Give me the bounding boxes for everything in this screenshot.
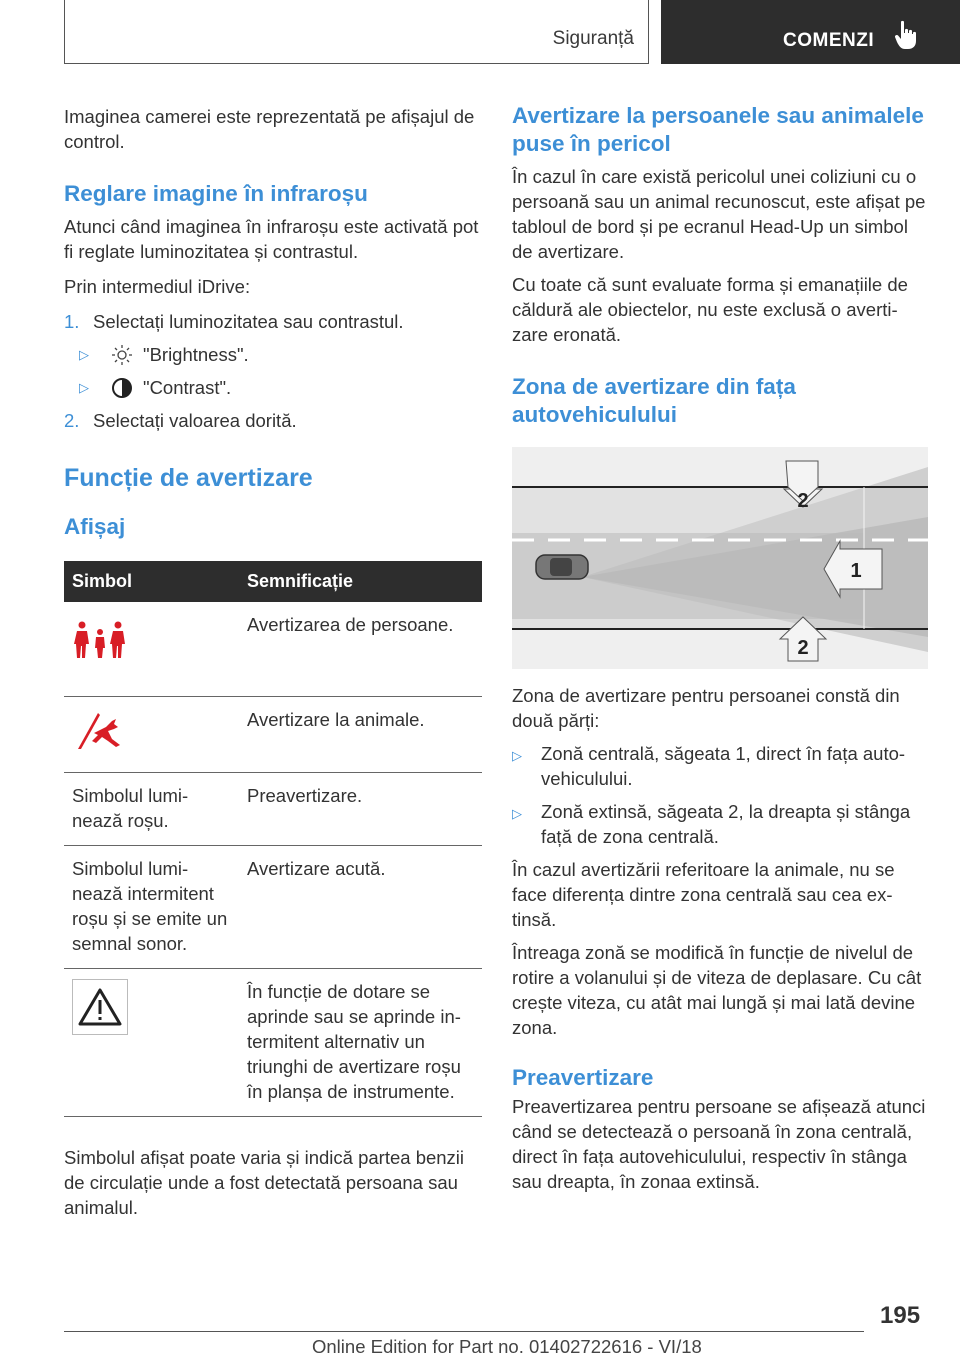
zone-paragraph-3: Întreaga zonă se modifică în funcție de nivelul de rotire a volanului și de viteza de deplasare. Cu cât crește viteza, cu atât mai lungă și mai lată devine zona. — [512, 942, 922, 1038]
warning-zone-figure — [512, 447, 928, 669]
step-1 — [64, 309, 482, 334]
heading-infrared-adjust: Reglare imagine în infraroșu — [64, 181, 368, 206]
bullet-text: Zonă extinsă, săgeata 2, la dreapta și stânga față de zona centrală. — [541, 801, 911, 847]
infrared-paragraph: Atunci când imaginea în infraroșu este activată pot fi reglate luminozitatea și contrastul. — [64, 216, 479, 262]
arrow-label-2-top: 2 — [797, 490, 809, 512]
table-cell-symbol: Simbolul lumi-nează intermitent roșu și se emite un semnal sonor. — [64, 845, 239, 968]
substep-contrast — [64, 375, 482, 400]
heading-warning-zone: Zona de avertizare din fața autovehiculului — [512, 374, 796, 427]
heading-warning-function: Funcție de avertizare — [64, 464, 313, 492]
table-cell-symbol — [64, 696, 239, 772]
heading-persons-danger: Avertizare la persoanele sau animalele puse în pericol — [512, 103, 924, 156]
substep-text: "Brightness". — [143, 344, 249, 365]
table-row — [64, 845, 482, 968]
right-column — [512, 100, 930, 1194]
table-cell-symbol — [64, 968, 239, 1116]
triangle-bullet-icon: ▷ — [79, 380, 89, 395]
triangle-bullet-icon: ▷ — [512, 748, 522, 763]
table-header-symbol: Simbol — [64, 561, 239, 602]
contrast-icon — [111, 377, 133, 399]
warning-zone-diagram — [512, 447, 928, 669]
footer-edition: Online Edition for Part no. 01402722616 - VI/18 — [312, 1336, 702, 1357]
persons-paragraph-1: În cazul în care există pericolul unei coliziuni cu o persoană sau un animal recunoscut, este afișat pe tabloul de bord și pe ecranul Head-Up un simbol de avertizare. — [512, 166, 926, 262]
table-cell-meaning: Preavertizare. — [239, 772, 482, 845]
substep-text: "Contrast". — [143, 377, 232, 398]
triangle-bullet-icon: ▷ — [79, 347, 89, 362]
symbol-table — [64, 561, 482, 1117]
brightness-icon — [111, 344, 133, 366]
table-row — [64, 602, 482, 696]
bullet-item — [512, 799, 930, 849]
zone-paragraph-2: În cazul avertizării referitoare la animale, nu se face diferența dintre zona centrală sau cea ex-tinsă. — [512, 859, 895, 930]
hand-pointer-icon — [895, 20, 917, 50]
persons-paragraph-2: Cu toate că sunt evaluate forma și emanațiile de căldură ale obiectelor, nu este exclusă o averti-zare eronată. — [512, 274, 908, 345]
footer-divider — [64, 1331, 864, 1332]
step-text: Selectați valoarea dorită. — [93, 410, 297, 431]
table-cell-meaning: Avertizarea de persoane. — [239, 602, 482, 696]
table-cell-meaning: În funcție de dotare se aprinde sau se aprinde in-termitent alternativ un triunghi de avertizare roșu în planșa de instrumente. — [239, 968, 482, 1116]
step-number: 1. — [64, 311, 80, 332]
step-2 — [64, 408, 482, 433]
step-number: 2. — [64, 410, 80, 431]
bullet-item — [512, 741, 930, 791]
zone-paragraph-1: Zona de avertizare pentru persoanei constă din două părți: — [512, 685, 900, 731]
prewarning-paragraph: Preavertizarea pentru persoane se afișează atunci când se detectează o persoană în zona centrală, direct în fața autovehiculului, respectiv în stânga sau dreapta, în zonaa extinsă. — [512, 1096, 926, 1192]
header-section-box — [64, 0, 649, 64]
section-title: Siguranță — [552, 28, 634, 49]
arrow-label-2-bottom: 2 — [797, 637, 809, 659]
table-header-row — [64, 561, 482, 602]
table-header-meaning: Semnificație — [239, 561, 482, 602]
idrive-paragraph: Prin intermediul iDrive: — [64, 276, 251, 297]
table-cell-meaning: Avertizare acută. — [239, 845, 482, 968]
outro-paragraph: Simbolul afișat poate varia și indică partea benzii de circulație unde a fost detectată persoana sau animalul. — [64, 1146, 465, 1218]
substep-brightness — [64, 342, 482, 367]
animal-warning-icon — [72, 711, 128, 751]
header-chapter-box — [661, 0, 960, 64]
table-cell-symbol — [64, 602, 239, 696]
table-cell-symbol: Simbolul lumi-nează roșu. — [64, 772, 239, 845]
warning-triangle-icon — [72, 979, 128, 1035]
left-column — [64, 100, 482, 1220]
step-text: Selectați luminozitatea sau contrastul. — [93, 311, 404, 332]
triangle-bullet-icon: ▷ — [512, 806, 522, 821]
table-cell-meaning: Avertizare la animale. — [239, 696, 482, 772]
table-row — [64, 968, 482, 1116]
bullet-text: Zonă centrală, săgeata 1, direct în fața auto-vehiculului. — [541, 743, 906, 789]
table-row — [64, 772, 482, 845]
car-top-view — [536, 555, 588, 579]
chapter-title: COMENZI — [783, 30, 875, 51]
person-warning-icon — [72, 620, 128, 660]
table-row — [64, 696, 482, 772]
heading-prewarning: Preavertizare — [512, 1065, 654, 1090]
page-number: 195 — [880, 1302, 921, 1329]
heading-display: Afișaj — [64, 514, 126, 539]
intro-paragraph: Imaginea camerei este reprezentată pe afișajul de control. — [64, 106, 475, 152]
arrow-label-1: 1 — [850, 560, 862, 582]
